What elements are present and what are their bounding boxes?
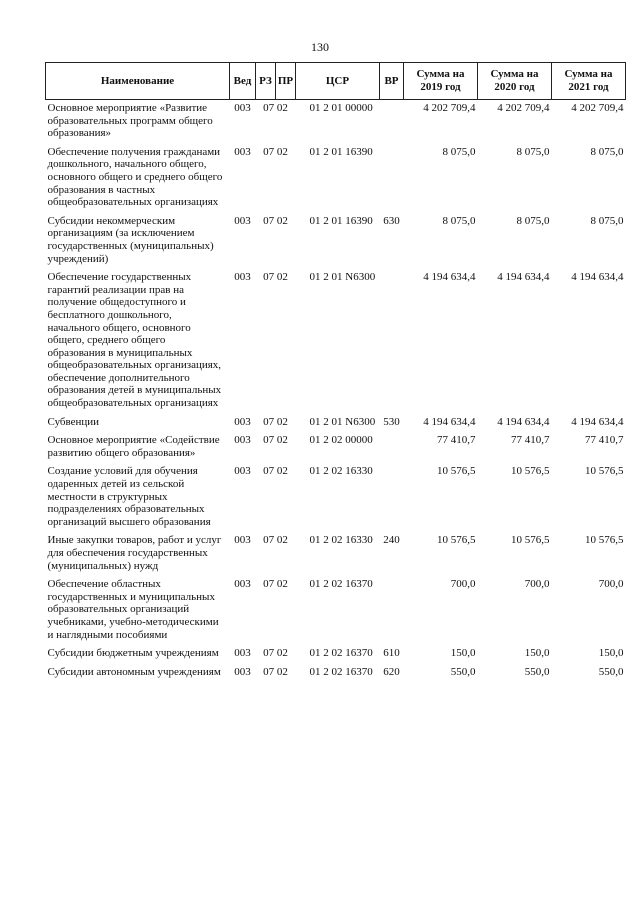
table-row bbox=[46, 532, 626, 576]
row-sum-2020: 550,0 bbox=[524, 665, 550, 678]
row-sum-2019: 10 576,5 bbox=[437, 534, 476, 547]
row-sum-2021: 10 576,5 bbox=[585, 534, 624, 547]
row-rzpr: 07 02 bbox=[263, 214, 288, 227]
row-csr: 01 2 02 16370 bbox=[309, 578, 373, 591]
row-vr bbox=[380, 432, 404, 463]
row-csr: 01 2 01 N6300 bbox=[309, 415, 376, 428]
header-sum-2021: Сумма на 2021 год bbox=[552, 63, 626, 100]
table-header-row bbox=[46, 63, 626, 100]
header-rz: РЗ bbox=[256, 63, 276, 100]
row-csr: 01 2 02 16370 bbox=[309, 665, 373, 678]
row-ved: 003 bbox=[234, 578, 251, 591]
row-sum-2020: 8 075,0 bbox=[516, 214, 550, 227]
row-ved: 003 bbox=[234, 145, 251, 158]
row-rzpr: 07 02 bbox=[263, 145, 288, 158]
row-name: Субсидии некоммерческим организациям (за исключением государственных (муниципальных) учреждений) bbox=[47, 214, 214, 265]
row-name: Субсидии автономным учреждениям bbox=[47, 665, 221, 678]
header-sum-2020: Сумма на 2020 год bbox=[478, 63, 552, 100]
header-ved: Вед bbox=[230, 63, 256, 100]
row-sum-2019: 4 202 709,4 bbox=[423, 102, 476, 114]
row-sum-2019: 8 075,0 bbox=[442, 145, 476, 158]
row-csr: 01 2 01 00000 bbox=[309, 102, 373, 114]
row-sum-2021: 700,0 bbox=[598, 578, 624, 591]
row-vr bbox=[380, 144, 404, 213]
row-sum-2021: 4 194 634,4 bbox=[571, 415, 624, 428]
page-number: 130 bbox=[311, 40, 329, 54]
row-sum-2020: 10 576,5 bbox=[511, 534, 550, 547]
row-name: Обеспечение государственных гарантий реализации прав на получение общедоступного и бесплатного дошкольного, начального общего, основного общего, среднего общего образования в муниципальных общеобразовательных организациях, обеспечение дополнительного образования детей в муниципальных общеобразовательных организациях bbox=[47, 271, 222, 410]
row-ved: 003 bbox=[234, 647, 251, 660]
row-sum-2019: 8 075,0 bbox=[442, 214, 476, 227]
row-vr: 630 bbox=[383, 214, 400, 227]
header-pr: ПР bbox=[276, 63, 296, 100]
table-row bbox=[46, 645, 626, 664]
row-ved: 003 bbox=[234, 465, 251, 478]
row-sum-2021: 8 075,0 bbox=[590, 145, 624, 158]
row-name: Субвенции bbox=[47, 415, 100, 428]
table-row bbox=[46, 664, 626, 683]
row-vr bbox=[380, 269, 404, 414]
row-sum-2019: 77 410,7 bbox=[437, 434, 476, 447]
row-vr bbox=[380, 463, 404, 532]
row-csr: 01 2 02 16330 bbox=[309, 465, 373, 478]
row-csr: 01 2 01 16390 bbox=[309, 145, 373, 158]
row-name: Основное мероприятие «Развитие образовательных программ общего образования» bbox=[47, 102, 213, 140]
row-ved: 003 bbox=[234, 415, 251, 428]
row-sum-2019: 550,0 bbox=[450, 665, 476, 678]
row-sum-2019: 4 194 634,4 bbox=[423, 415, 476, 428]
row-vr: 610 bbox=[383, 647, 400, 660]
row-name: Создание условий для обучения одаренных детей из сельской местности в структурных подразделениях образовательных организаций высшего образования bbox=[47, 465, 211, 528]
row-sum-2021: 8 075,0 bbox=[590, 214, 624, 227]
header-sum-2019: Сумма на 2019 год bbox=[404, 63, 478, 100]
row-sum-2019: 700,0 bbox=[450, 578, 476, 591]
row-vr: 620 bbox=[383, 665, 400, 678]
row-rzpr: 07 02 bbox=[263, 578, 288, 591]
row-sum-2021: 4 194 634,4 bbox=[571, 271, 624, 284]
row-sum-2021: 77 410,7 bbox=[585, 434, 624, 447]
row-sum-2019: 4 194 634,4 bbox=[423, 271, 476, 284]
table-row bbox=[46, 144, 626, 213]
row-ved: 003 bbox=[234, 434, 251, 447]
header-vr: ВР bbox=[380, 63, 404, 100]
header-name: Наименование bbox=[46, 63, 230, 100]
row-sum-2021: 550,0 bbox=[598, 665, 624, 678]
row-sum-2020: 700,0 bbox=[524, 578, 550, 591]
row-sum-2019: 150,0 bbox=[450, 647, 476, 660]
row-name: Субсидии бюджетным учреждениям bbox=[47, 647, 219, 660]
row-rzpr: 07 02 bbox=[263, 102, 288, 114]
row-sum-2020: 4 194 634,4 bbox=[497, 271, 550, 284]
row-sum-2020: 10 576,5 bbox=[511, 465, 550, 478]
row-vr bbox=[380, 576, 404, 645]
row-ved: 003 bbox=[234, 534, 251, 547]
row-csr: 01 2 02 16370 bbox=[309, 647, 373, 660]
row-rzpr: 07 02 bbox=[263, 434, 288, 447]
row-sum-2019: 10 576,5 bbox=[437, 465, 476, 478]
row-ved: 003 bbox=[234, 271, 251, 284]
row-ved: 003 bbox=[234, 102, 251, 114]
row-sum-2020: 4 194 634,4 bbox=[497, 415, 550, 428]
table-row bbox=[46, 414, 626, 433]
header-csr: ЦСР bbox=[296, 63, 380, 100]
row-sum-2021: 4 202 709,4 bbox=[571, 102, 624, 114]
row-sum-2021: 10 576,5 bbox=[585, 465, 624, 478]
row-name: Обеспечение получения гражданами дошкольного, начального общего, основного общего и среднего общего образования в частных общеобразовательных организациях bbox=[47, 145, 223, 209]
row-sum-2020: 150,0 bbox=[524, 647, 550, 660]
row-vr: 530 bbox=[383, 415, 400, 428]
row-sum-2021: 150,0 bbox=[598, 647, 624, 660]
row-vr: 240 bbox=[383, 534, 400, 547]
table-row bbox=[46, 269, 626, 414]
table-row bbox=[46, 463, 626, 532]
row-name: Обеспечение областных государственных и муниципальных образовательных организаций учебниками, учебно-методическими и наглядными пособиями bbox=[47, 578, 219, 641]
row-name: Иные закупки товаров, работ и услуг для обеспечения государственных (муниципальных) нужд bbox=[47, 534, 222, 572]
row-csr: 01 2 01 16390 bbox=[309, 214, 373, 227]
row-ved: 003 bbox=[234, 214, 251, 227]
row-csr: 01 2 01 N6300 bbox=[309, 271, 376, 284]
row-csr: 01 2 02 16330 bbox=[309, 534, 373, 547]
budget-table bbox=[45, 62, 626, 682]
row-sum-2020: 4 202 709,4 bbox=[497, 102, 550, 114]
row-sum-2020: 77 410,7 bbox=[511, 434, 550, 447]
row-ved: 003 bbox=[234, 665, 251, 678]
row-sum-2020: 8 075,0 bbox=[516, 145, 550, 158]
row-name: Основное мероприятие «Содействие развитию общего образования» bbox=[47, 434, 220, 459]
row-csr: 01 2 02 00000 bbox=[309, 434, 373, 447]
table-row bbox=[46, 213, 626, 269]
row-rzpr: 07 02 bbox=[263, 271, 288, 284]
row-vr bbox=[380, 100, 404, 144]
row-rzpr: 07 02 bbox=[263, 647, 288, 660]
table-row bbox=[46, 100, 626, 144]
row-rzpr: 07 02 bbox=[263, 665, 288, 678]
row-rzpr: 07 02 bbox=[263, 534, 288, 547]
row-rzpr: 07 02 bbox=[263, 415, 288, 428]
table-row bbox=[46, 576, 626, 645]
row-rzpr: 07 02 bbox=[263, 465, 288, 478]
table-row bbox=[46, 432, 626, 463]
